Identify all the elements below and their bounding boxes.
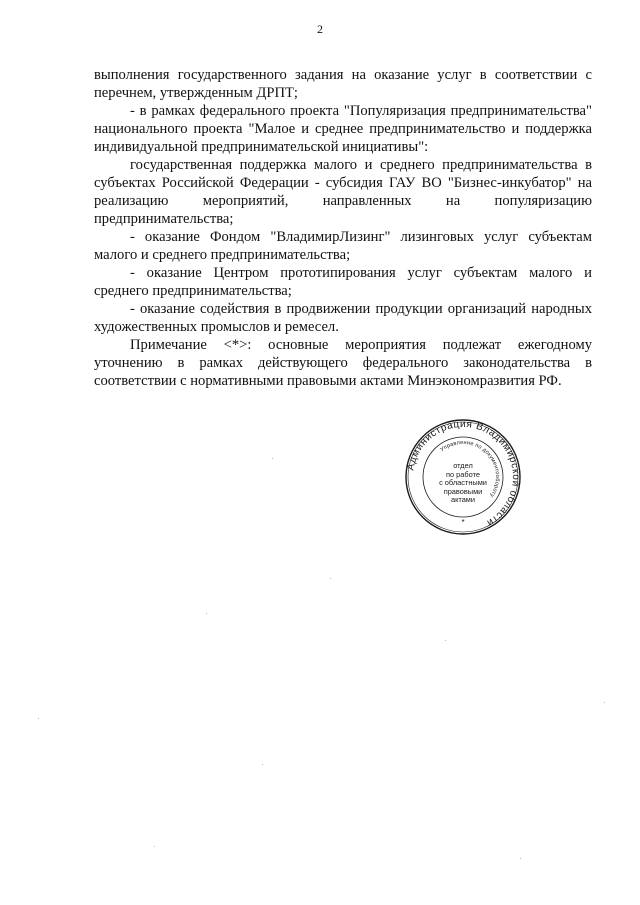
paragraph-federal-project: - в рамках федерального проекта "Популяризация предпринимательства" национального проекта "Малое и среднее предпринимательство и поддержка индивидуальной предпринимательской инициативы": — [94, 103, 592, 155]
scan-speck — [272, 458, 273, 459]
stamp-center-line: правовыми — [443, 486, 483, 496]
stamp-center-line: с областными — [439, 478, 487, 488]
stamp-outer-text: Администрация Владимирской области — [405, 418, 522, 529]
stamp-inner-text: Управление по документообороту — [439, 439, 501, 499]
scan-speck — [445, 640, 446, 641]
stamp-center-line: по работе — [446, 469, 480, 479]
paragraph-state-support: государственная поддержка малого и среднего предпринимательства в субъектах Российской Федерации - субсидия ГАУ ВО "Бизнес-инкубатор" на реализацию мероприятий, направленных на популяризацию предпринимательства; — [94, 157, 592, 227]
scan-speck — [38, 718, 39, 719]
stamp-star: * — [461, 518, 465, 527]
paragraph-continuation: выполнения государственного задания на оказание услуг в соответствии с перечнем, утвержденным ДРПТ; — [94, 67, 592, 101]
page-number: 2 — [317, 22, 323, 36]
stamp-center-line: отдел — [453, 461, 473, 470]
scan-speck — [206, 613, 207, 614]
paragraph-crafts-promotion: - оказание содействия в продвижении продукции организаций народных художественных промыслов и ремесел. — [94, 301, 592, 335]
stamp-center-line: актами — [450, 495, 476, 505]
scan-speck — [520, 858, 521, 859]
official-stamp — [404, 418, 522, 536]
scan-speck — [604, 702, 605, 703]
scan-speck — [262, 764, 263, 765]
paragraph-prototyping-services: - оказание Центром прототипирования услуг субъектам малого и среднего предпринимательства; — [94, 265, 592, 299]
scan-speck — [154, 846, 155, 847]
paragraph-note: Примечание <*>: основные мероприятия подлежат ежегодному уточнению в рамках действующего федерального законодательства в соответствии с нормативными правовыми актами Минэкономразвития РФ. — [94, 337, 592, 389]
paragraph-leasing-services: - оказание Фондом "ВладимирЛизинг" лизинговых услуг субъектам малого и среднего предпринимательства; — [94, 229, 592, 263]
stamp-center-text — [428, 462, 498, 505]
document-body — [94, 66, 592, 390]
scan-speck — [330, 578, 331, 579]
